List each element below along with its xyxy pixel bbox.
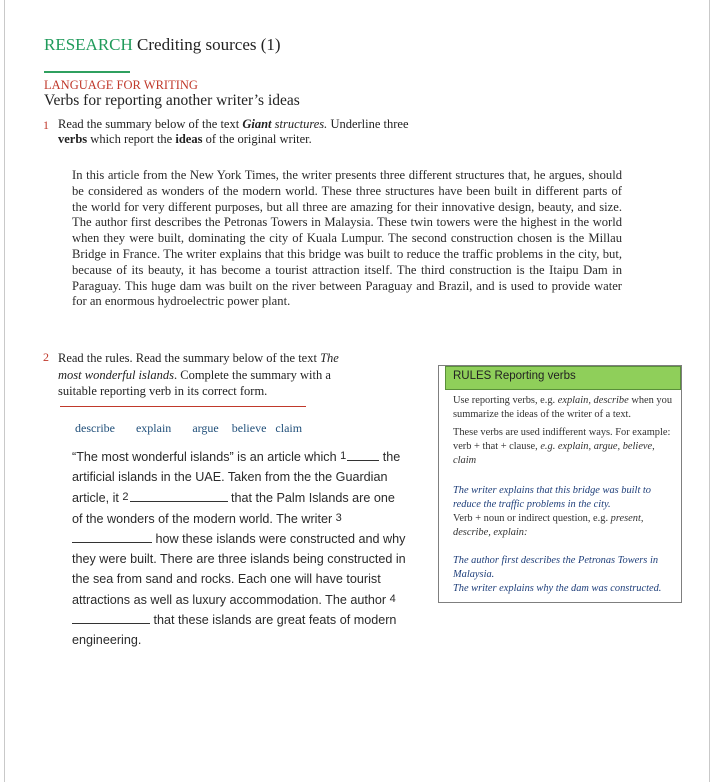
section-subtitle: Verbs for reporting another writer’s ideas	[44, 92, 300, 109]
rule-examples: explain, describe	[557, 395, 629, 406]
summary-text: “The most wonderful islands” is an article which	[72, 450, 341, 464]
instr-text: which report the	[87, 132, 176, 146]
instr-bold: ideas	[175, 132, 203, 146]
instr-text: . Complete the summary with a suitable reporting verb in its correct form.	[58, 367, 331, 398]
blank-number: 3	[335, 512, 342, 524]
article-summary: In this article from the New York Times, the writer presents three different structures that, he argues, should be considered as wonders of the modern world. These three structures have been built in different parts of the world for very different purposes, but all three are amazing for their innovative design, beauty, and size. The author first describes the Petronas Towers in Malaysia. These twin towers were the highest in the world when they were built, dominating the city of Kuala Lumpur. The second construction chosen is the Millau Bridge in France. The writer explains that this bridge was built to reduce the traffic problems in the city, but, because of its beauty, it has become a tourist attraction itself. The third construction is the Itaipu Dam in Paraguay. This huge dam was built on the river between Paraguay and Brazil, and is used to provide water for an enormous hydroelectric power plant.	[72, 168, 622, 309]
word-bank	[75, 421, 320, 436]
category-label: LANGUAGE FOR WRITING	[44, 78, 198, 92]
text-title: Giant	[242, 117, 272, 131]
instr-text: Read the summary below of the text	[58, 117, 243, 131]
rule-example-1	[453, 484, 675, 512]
word-bank-item: explain	[135, 421, 172, 435]
answer-blank-2[interactable]	[130, 489, 228, 502]
blank-number: 2	[122, 491, 129, 503]
exercise-2-instruction	[58, 350, 363, 400]
instr-bold: verbs	[58, 132, 88, 146]
summary-text: that the Palm Islands are one of the wonders of the modern world. The writer	[72, 491, 395, 526]
instr-text: Underline three	[327, 117, 409, 131]
rule-3	[453, 512, 675, 540]
word-bank-item: describe	[75, 421, 115, 435]
rule-1	[453, 394, 675, 422]
summary-text: the artificial islands in the UAE. Taken from the the Guardian article, it	[72, 450, 401, 505]
summary-text: how these islands were constructed and why they were built. There are three islands being constructed in the sea from sand and rocks. Each one will have tourist attractions as well as luxury accommodation. The author	[72, 532, 406, 607]
example-text: The writer explains that this bridge was built to	[453, 485, 652, 496]
gap-fill-summary	[72, 446, 407, 650]
instruction-rule	[60, 406, 306, 407]
title-text: Crediting sources (1)	[137, 35, 281, 54]
rule-2	[453, 426, 675, 468]
rule-text: Verb + noun or indirect question, e.g.	[453, 513, 611, 524]
page-title	[44, 35, 281, 55]
word-bank-item: argue	[192, 421, 219, 435]
rule-examples: e.g. explain, argue, believe, claim	[453, 441, 655, 466]
rules-body	[453, 394, 675, 596]
exercise-1-number: 1	[43, 118, 49, 132]
word-bank-item: claim	[275, 421, 303, 435]
instr-text: Read the rules. Read the summary below of the text	[58, 351, 321, 365]
answer-blank-4[interactable]	[72, 611, 150, 624]
word-bank-item: believe	[231, 421, 267, 435]
rule-example-3: The writer explains why the dam was constructed.	[453, 583, 662, 594]
exercise-2-number: 2	[43, 350, 49, 364]
rules-heading: RULES Reporting verbs	[445, 366, 681, 390]
title-rule	[44, 71, 130, 73]
rules-box	[438, 365, 682, 603]
example-text: reduce the traffic problems in the city.	[453, 499, 611, 510]
exercise-1-instruction	[58, 117, 438, 147]
text-title-rest: structures.	[271, 117, 328, 131]
text-title: The most wonderful islands	[58, 351, 339, 382]
answer-blank-3[interactable]	[72, 530, 152, 543]
blank-number: 4	[389, 593, 396, 605]
summary-text: that these islands are great feats of modern engineering.	[72, 613, 397, 647]
instr-text: of the original writer.	[202, 132, 312, 146]
rule-examples: present, describe, explain:	[453, 513, 644, 538]
answer-blank-1[interactable]	[347, 448, 379, 461]
rule-text: These verbs are used indifferent ways. For example: verb + that + clause,	[453, 427, 671, 452]
rule-example-2: The author first describes the Petronas Towers in Malaysia.	[453, 555, 659, 580]
rule-text: when you summarize the ideas of the writer of a text.	[453, 395, 673, 420]
rule-text: Use reporting verbs, e.g.	[453, 395, 558, 406]
section-label: RESEARCH	[44, 35, 133, 54]
blank-number: 1	[340, 450, 347, 462]
